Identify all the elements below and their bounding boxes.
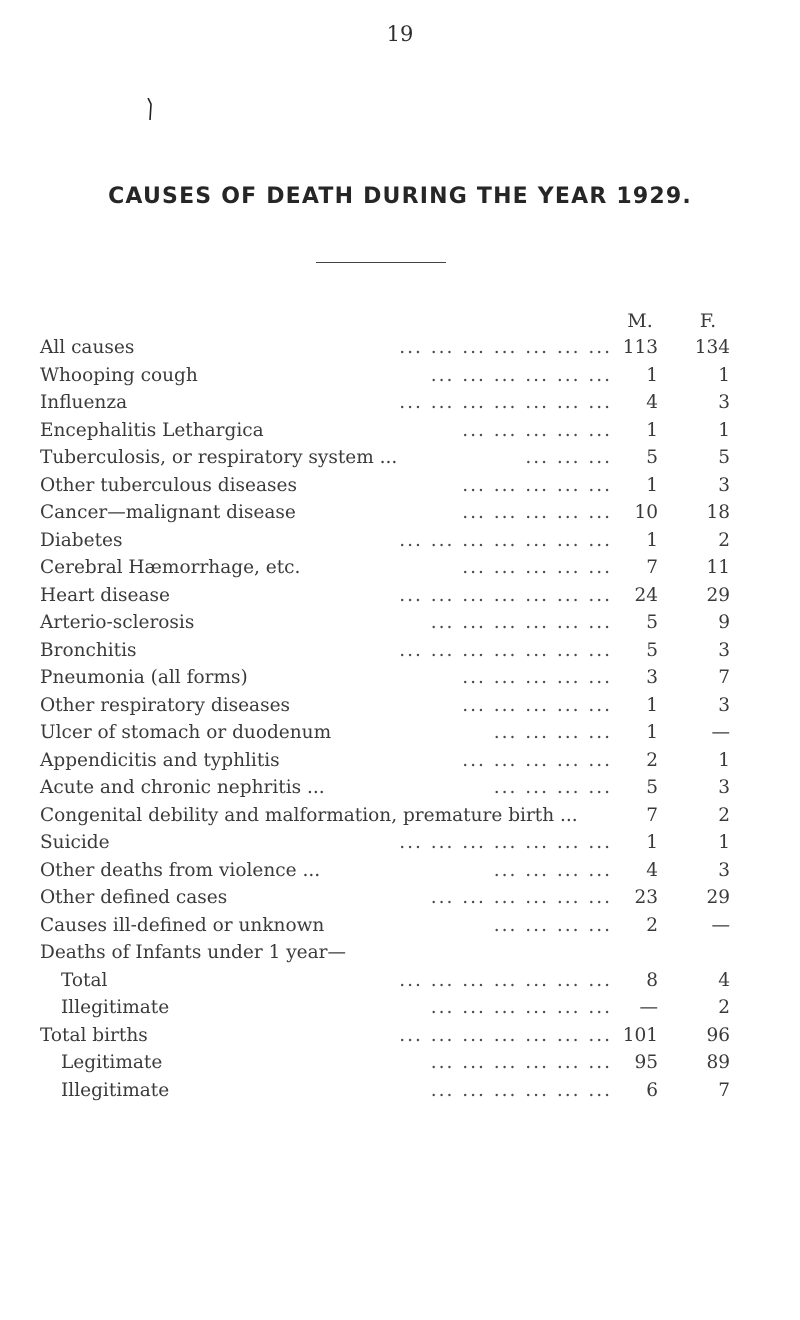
- table-row: [0, 829, 800, 857]
- row-label: Influenza: [40, 392, 128, 413]
- row-label: Congenital debility and malformation, premature birth ...: [40, 804, 578, 826]
- table-row: [0, 637, 800, 665]
- female-count: 1: [718, 419, 730, 441]
- leader-dots: ... ... ... ... ...: [462, 694, 612, 716]
- leader-dots: ... ... ... ... ... ...: [430, 1079, 612, 1101]
- female-count: 89: [706, 1052, 730, 1073]
- male-count: 1: [646, 419, 658, 441]
- male-count: 24: [634, 584, 658, 606]
- table-row: [0, 802, 800, 830]
- row-label: Total births: [40, 1024, 148, 1046]
- female-count: 18: [706, 502, 730, 523]
- title-divider: [316, 262, 446, 263]
- leader-dots: ... ... ... ... ... ... ...: [399, 969, 612, 991]
- row-label: Arterio-sclerosis: [40, 612, 195, 633]
- table-row: [0, 1022, 800, 1050]
- male-count: 1: [646, 694, 658, 716]
- female-count: 3: [718, 639, 730, 661]
- row-label: Other tuberculous diseases: [40, 474, 297, 496]
- table-row: [0, 554, 800, 582]
- male-count: —: [639, 997, 658, 1018]
- table-row: [0, 1077, 800, 1105]
- table-row: [0, 527, 800, 555]
- male-count: 4: [646, 392, 658, 413]
- table-row: [0, 472, 800, 500]
- leader-dots: ... ... ... ... ... ...: [430, 997, 612, 1018]
- male-count: 1: [646, 529, 658, 551]
- tick-mark-icon: [147, 98, 152, 120]
- table-row: [0, 774, 800, 802]
- table-row: [0, 582, 800, 610]
- female-count: 2: [718, 529, 730, 551]
- male-count: 3: [646, 667, 658, 688]
- male-count: 5: [646, 777, 658, 798]
- column-header-female: F.: [699, 310, 717, 332]
- leader-dots: ... ... ... ... ...: [462, 557, 612, 578]
- row-label: Illegitimate: [61, 997, 170, 1018]
- leader-dots: ... ... ... ... ... ... ...: [399, 832, 612, 853]
- female-count: 4: [718, 969, 730, 991]
- male-count: 5: [646, 639, 658, 661]
- leader-dots: ... ... ... ...: [493, 722, 612, 743]
- male-count: 7: [646, 804, 658, 826]
- leader-dots: ... ... ... ... ...: [462, 749, 612, 771]
- table-row: [0, 994, 800, 1022]
- table-row: [0, 912, 800, 940]
- male-count: 1: [646, 364, 658, 386]
- table-row: [0, 1049, 800, 1077]
- table-row: [0, 884, 800, 912]
- table-row: [0, 692, 800, 720]
- row-label: Pneumonia (all forms): [40, 667, 248, 688]
- male-count: 1: [646, 832, 658, 853]
- female-count: —: [711, 914, 730, 936]
- male-count: 2: [646, 749, 658, 771]
- table-row: [0, 499, 800, 527]
- leader-dots: ... ... ... ... ... ...: [430, 887, 612, 908]
- row-label: Diabetes: [40, 529, 123, 551]
- female-count: 7: [718, 1079, 730, 1101]
- male-count: 23: [634, 887, 658, 908]
- female-count: —: [711, 722, 730, 743]
- female-count: 5: [718, 447, 730, 468]
- leader-dots: ... ... ... ... ... ... ...: [399, 392, 612, 413]
- row-label: Other defined cases: [40, 887, 228, 908]
- column-header-male: M.: [627, 310, 653, 332]
- male-count: 113: [622, 337, 658, 358]
- female-count: 1: [718, 364, 730, 386]
- female-count: 11: [706, 557, 730, 578]
- leader-dots: ... ... ... ... ...: [462, 419, 612, 441]
- table-row: [0, 747, 800, 775]
- leader-dots: ... ... ... ... ... ... ...: [399, 529, 612, 551]
- table-row: [0, 362, 800, 390]
- leader-dots: ... ... ... ... ... ...: [430, 612, 612, 633]
- leader-dots: ... ... ... ... ...: [462, 502, 612, 523]
- leader-dots: ... ... ...: [525, 447, 612, 468]
- leader-dots: ... ... ... ... ...: [462, 667, 612, 688]
- female-count: 2: [718, 997, 730, 1018]
- row-label: Suicide: [40, 832, 110, 853]
- table-row: [0, 444, 800, 472]
- row-label: Total: [61, 969, 108, 991]
- female-count: 3: [718, 777, 730, 798]
- female-count: 3: [718, 474, 730, 496]
- female-count: 134: [694, 337, 730, 358]
- leader-dots: ... ... ... ... ... ... ...: [399, 584, 612, 606]
- male-count: 6: [646, 1079, 658, 1101]
- leader-dots: ... ... ... ... ... ... ...: [399, 639, 612, 661]
- female-count: 7: [718, 667, 730, 688]
- row-label: Tuberculosis, or respiratory system ...: [40, 447, 398, 468]
- male-count: 5: [646, 612, 658, 633]
- row-label: Appendicitis and typhlitis: [40, 749, 280, 771]
- female-count: 1: [718, 749, 730, 771]
- table-row: [0, 857, 800, 885]
- male-count: 10: [634, 502, 658, 523]
- table-row: [0, 417, 800, 445]
- male-count: 2: [646, 914, 658, 936]
- male-count: 1: [646, 722, 658, 743]
- row-label: Other deaths from violence ...: [40, 859, 321, 881]
- male-count: 7: [646, 557, 658, 578]
- female-count: 9: [718, 612, 730, 633]
- table-row: [0, 609, 800, 637]
- row-label: Legitimate: [61, 1052, 163, 1073]
- row-label: Cancer—malignant disease: [40, 502, 296, 523]
- leader-dots: ... ... ... ... ... ...: [430, 1052, 612, 1073]
- female-count: 3: [718, 859, 730, 881]
- leader-dots: ... ... ... ... ...: [462, 474, 612, 496]
- female-count: 2: [718, 804, 730, 826]
- row-label: Encephalitis Lethargica: [40, 419, 264, 441]
- table-row: [0, 334, 800, 362]
- leader-dots: ... ... ... ...: [493, 859, 612, 881]
- female-count: 29: [706, 887, 730, 908]
- page-number: 19: [386, 22, 414, 46]
- row-label: Deaths of Infants under 1 year—: [40, 942, 346, 963]
- male-count: 95: [634, 1052, 658, 1073]
- row-label: Heart disease: [40, 584, 170, 606]
- row-label: Bronchitis: [40, 639, 137, 661]
- female-count: 3: [718, 694, 730, 716]
- table-row: [0, 967, 800, 995]
- leader-dots: ... ... ... ...: [493, 914, 612, 936]
- row-label: Other respiratory diseases: [40, 694, 291, 716]
- leader-dots: ... ... ... ... ... ... ...: [399, 1024, 612, 1046]
- male-count: 101: [622, 1024, 658, 1046]
- table-row: [0, 664, 800, 692]
- table-row: [0, 389, 800, 417]
- female-count: 29: [706, 584, 730, 606]
- row-label: Ulcer of stomach or duodenum: [40, 722, 332, 743]
- male-count: 8: [646, 969, 658, 991]
- female-count: 96: [706, 1024, 730, 1046]
- row-label: Acute and chronic nephritis ...: [40, 777, 325, 798]
- page-title: CAUSES OF DEATH DURING THE YEAR 1929.: [108, 184, 692, 209]
- leader-dots: ... ... ... ... ... ...: [430, 364, 612, 386]
- leader-dots: ... ... ... ...: [493, 777, 612, 798]
- male-count: 1: [646, 474, 658, 496]
- female-count: 1: [718, 832, 730, 853]
- row-label: Illegitimate: [61, 1079, 170, 1101]
- row-label: Causes ill-defined or unknown: [40, 914, 325, 936]
- male-count: 5: [646, 447, 658, 468]
- table-row: [0, 939, 800, 967]
- row-label: Cerebral Hæmorrhage, etc.: [40, 557, 301, 578]
- female-count: 3: [718, 392, 730, 413]
- row-label: All causes: [40, 337, 135, 358]
- male-count: 4: [646, 859, 658, 881]
- leader-dots: ... ... ... ... ... ... ...: [399, 337, 612, 358]
- table-row: [0, 719, 800, 747]
- row-label: Whooping cough: [40, 364, 198, 386]
- causes-table: [0, 334, 800, 1104]
